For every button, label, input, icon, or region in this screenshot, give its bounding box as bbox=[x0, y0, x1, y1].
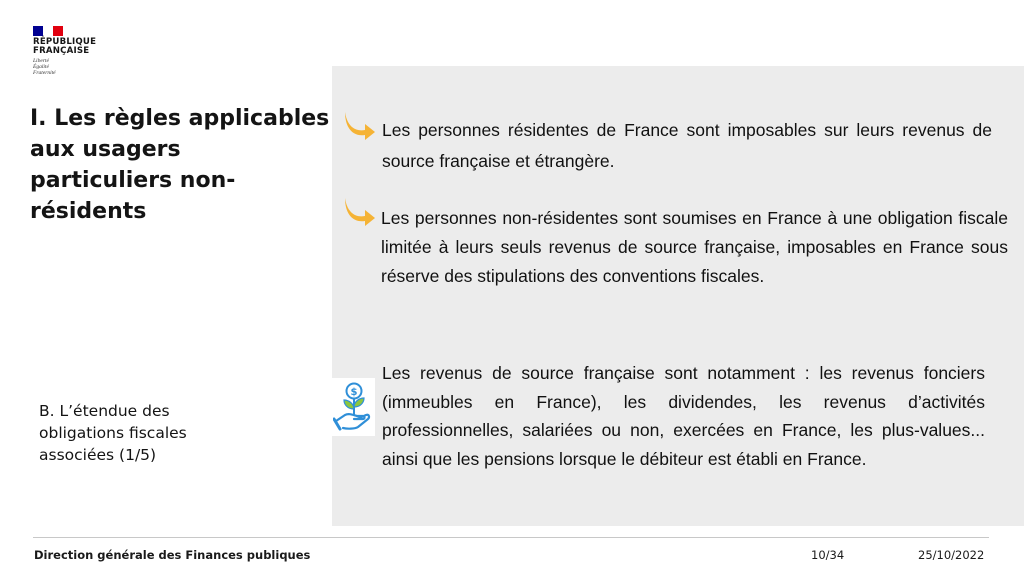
money-plant-hand-icon bbox=[331, 378, 375, 436]
footer-divider bbox=[33, 537, 989, 538]
curved-arrow-icon bbox=[341, 106, 377, 142]
motto-egalite: Égalité bbox=[33, 63, 49, 70]
section-subtitle: B. L’étendue des obligations fiscales associées (1/5) bbox=[39, 402, 187, 464]
curved-arrow-icon bbox=[341, 192, 377, 228]
french-flag-icon bbox=[33, 26, 63, 36]
logo-title-line1: RÉPUBLIQUE bbox=[33, 37, 97, 47]
footer-date: 25/10/2022 bbox=[918, 548, 985, 562]
paragraph-french-source-income: Les revenus de source française sont notamment : les revenus fonciers (immeubles en France), les dividendes, les revenus d’activités professionnelles, salariées ou non, exercées en France, les plus-values... ainsi que les pensions lorsque le débiteur est établi en France. bbox=[382, 363, 985, 469]
paragraph-residents: Les personnes résidentes de France sont imposables sur leurs revenus de source française et étrangère. bbox=[382, 120, 992, 171]
motto-liberte: Liberté bbox=[33, 58, 49, 64]
svg-text:$: $ bbox=[350, 387, 358, 398]
motto-fraternite: Fraternité bbox=[33, 69, 56, 76]
section-title: I. Les règles applicables aux usagers particuliers non-résidents bbox=[30, 106, 330, 224]
footer-organization: Direction générale des Finances publiques bbox=[34, 548, 311, 562]
logo-motto bbox=[33, 59, 56, 76]
paragraph-non-residents: Les personnes non-résidentes sont soumises en France à une obligation fiscale limitée à leurs seuls revenus de source française, imposables en France sous réserve des stipulations des conventions fiscales. bbox=[381, 208, 1008, 286]
republique-francaise-logo bbox=[33, 26, 113, 78]
page-number: 10/34 bbox=[811, 548, 845, 562]
logo-title bbox=[33, 38, 96, 56]
logo-title-line2: FRANÇAISE bbox=[33, 46, 90, 56]
